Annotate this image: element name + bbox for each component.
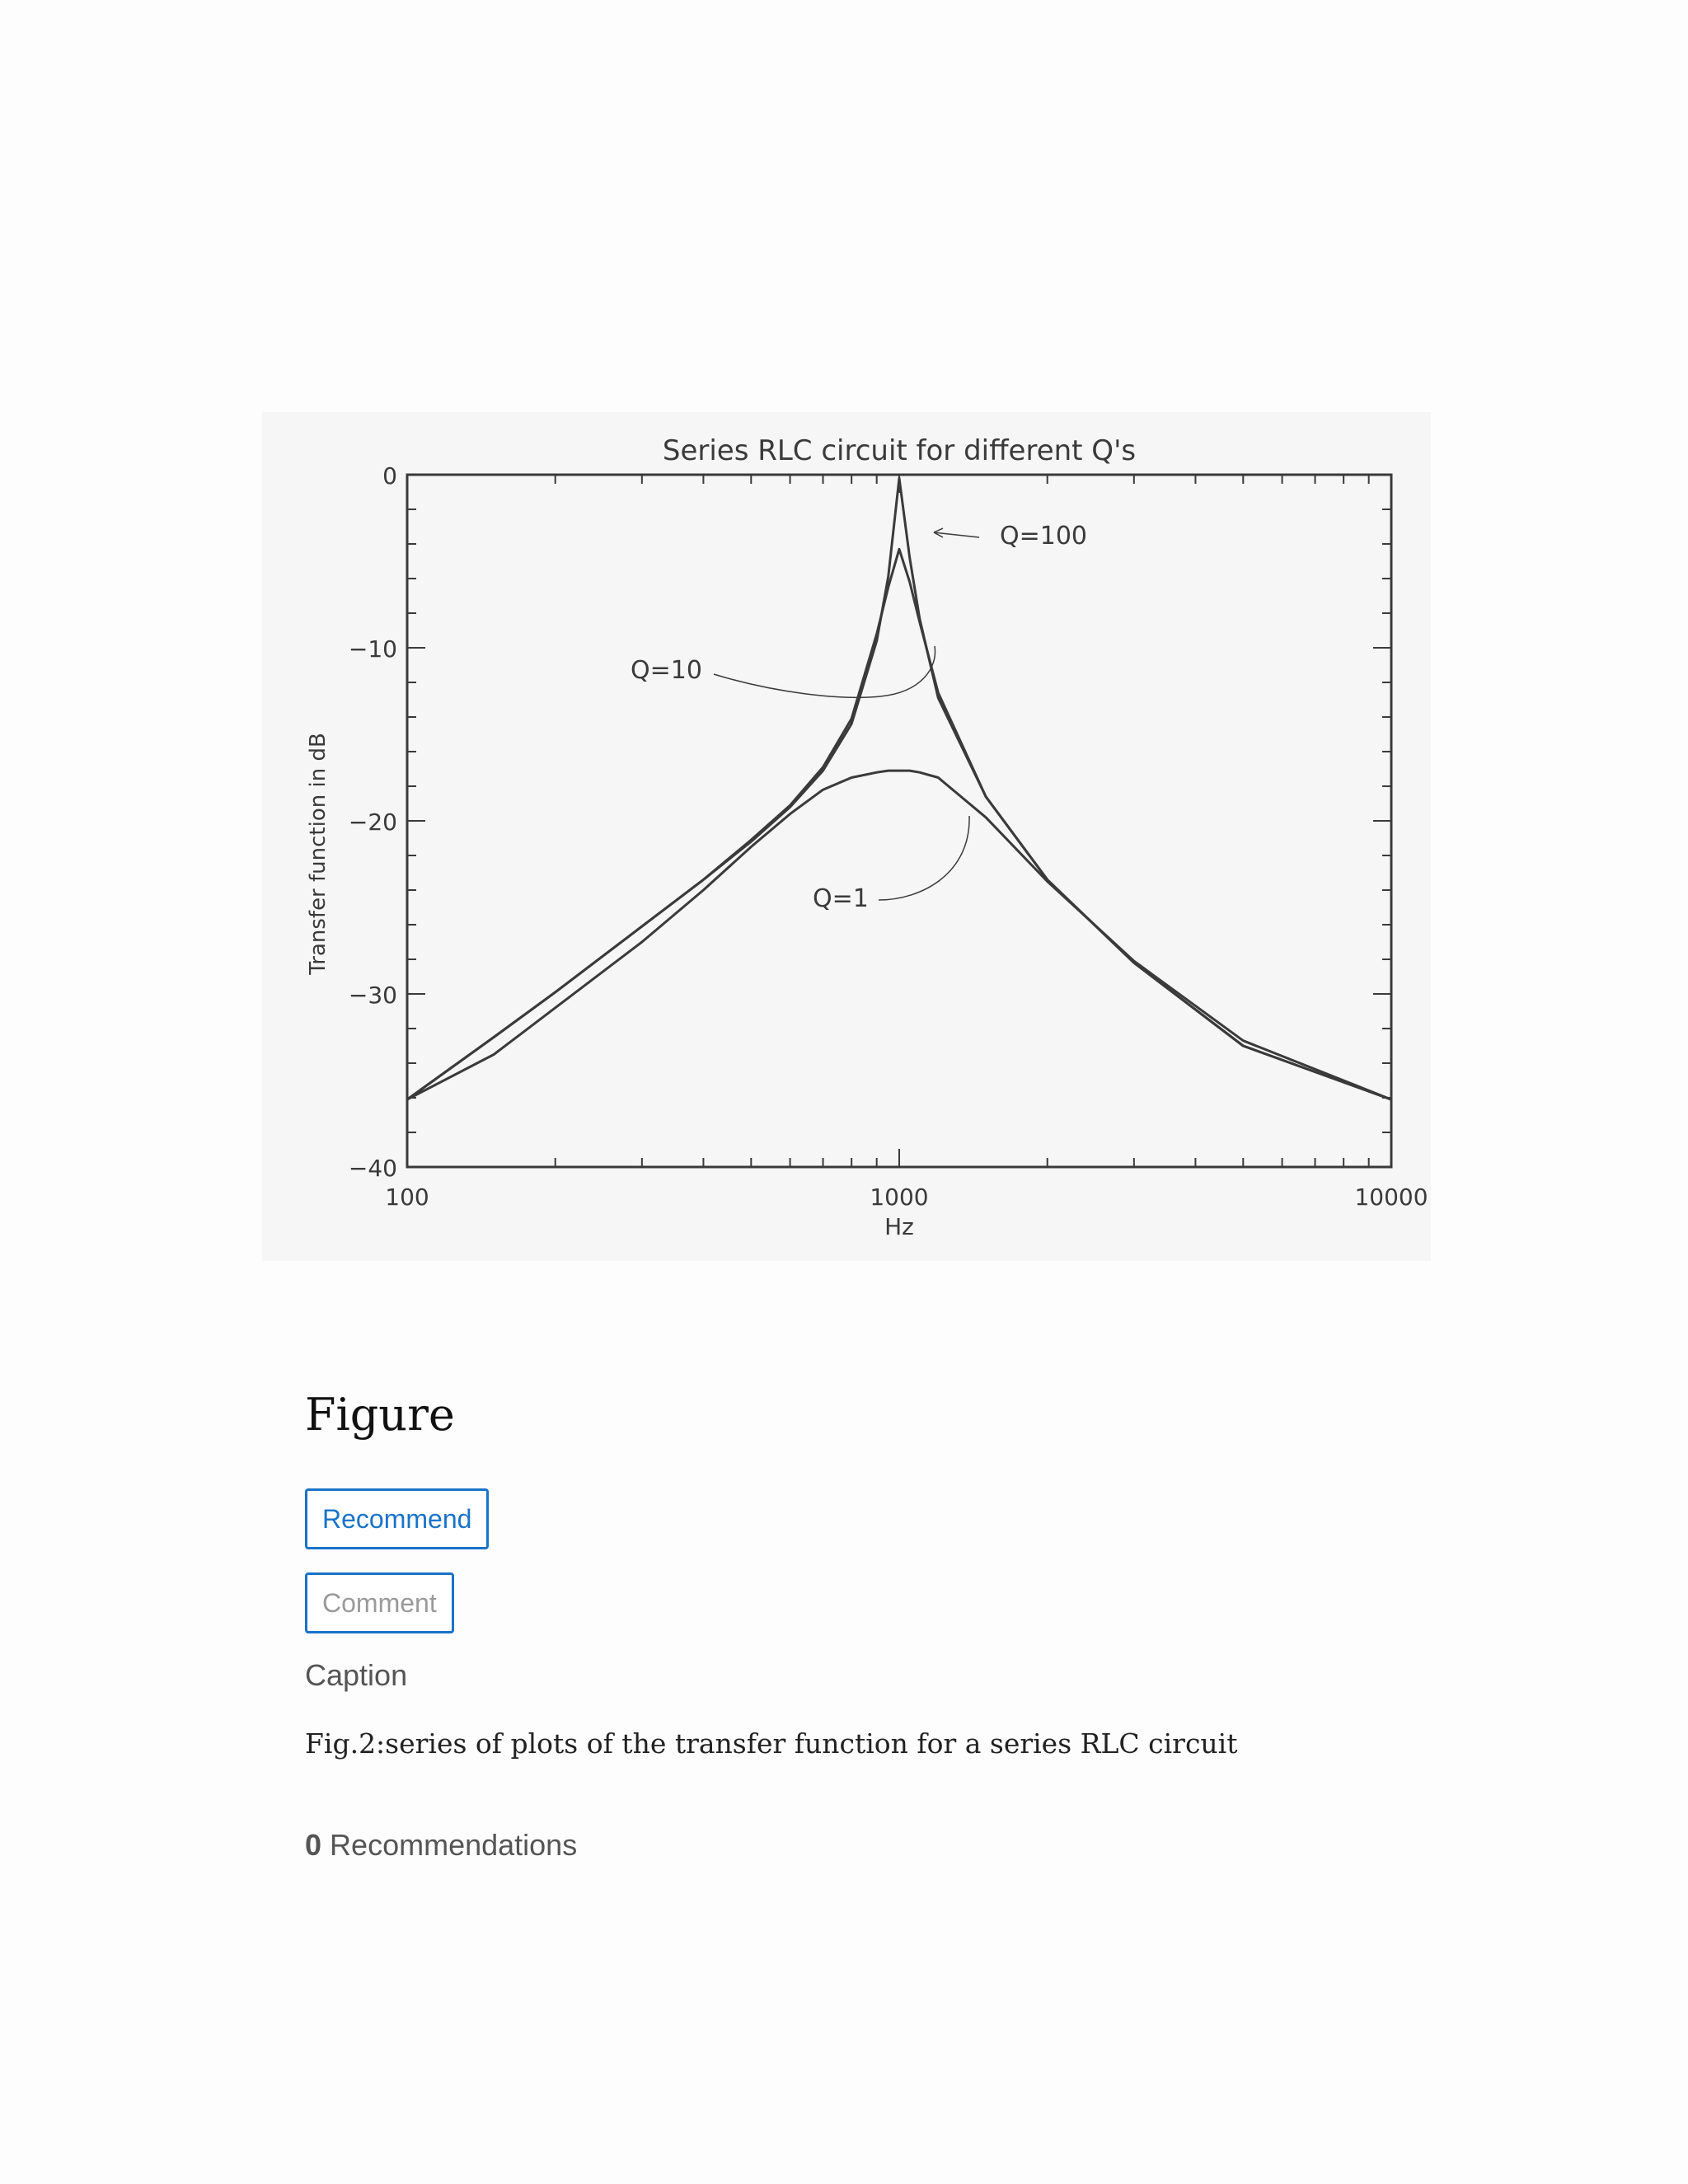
page-title: Figure bbox=[305, 1389, 455, 1441]
recommend-button[interactable]: Recommend bbox=[305, 1488, 489, 1549]
comment-button[interactable]: Comment bbox=[305, 1572, 454, 1633]
recommendations-count bbox=[305, 1828, 577, 1863]
caption-label: Caption bbox=[305, 1658, 408, 1692]
y-tick-label: −40 bbox=[348, 1155, 397, 1182]
annotation-q100: Q=100 bbox=[1000, 522, 1088, 551]
y-axis-label: Transfer function in dB bbox=[306, 733, 331, 975]
series-line-q-100 bbox=[407, 478, 1391, 1099]
recommendations-number: 0 bbox=[305, 1828, 322, 1862]
y-tick-label: −10 bbox=[348, 635, 397, 663]
annotation-arrow-q10 bbox=[714, 646, 935, 697]
annotation-arrow-q1 bbox=[879, 816, 969, 900]
y-tick-label: −20 bbox=[348, 808, 397, 836]
y-tick-label: −30 bbox=[348, 982, 397, 1009]
x-tick-label: 1000 bbox=[870, 1183, 929, 1211]
y-tick-label: 0 bbox=[382, 462, 397, 490]
plot-frame bbox=[407, 475, 1391, 1167]
series-line-q-1 bbox=[407, 771, 1391, 1099]
figure-image bbox=[262, 412, 1431, 1261]
x-tick-label: 10000 bbox=[1354, 1183, 1428, 1211]
x-tick-label: 100 bbox=[385, 1183, 429, 1211]
series-line-q-10 bbox=[407, 549, 1391, 1099]
chart-title: Series RLC circuit for different Q's bbox=[662, 434, 1137, 467]
annotation-q10: Q=10 bbox=[631, 656, 702, 685]
transfer-function-chart bbox=[262, 412, 1431, 1261]
caption-text: Fig.2:series of plots of the transfer function for a series RLC circuit bbox=[305, 1727, 1238, 1760]
x-axis-label: Hz bbox=[884, 1213, 914, 1240]
annotation-q1: Q=1 bbox=[813, 884, 869, 913]
recommendations-label: Recommendations bbox=[330, 1828, 578, 1862]
